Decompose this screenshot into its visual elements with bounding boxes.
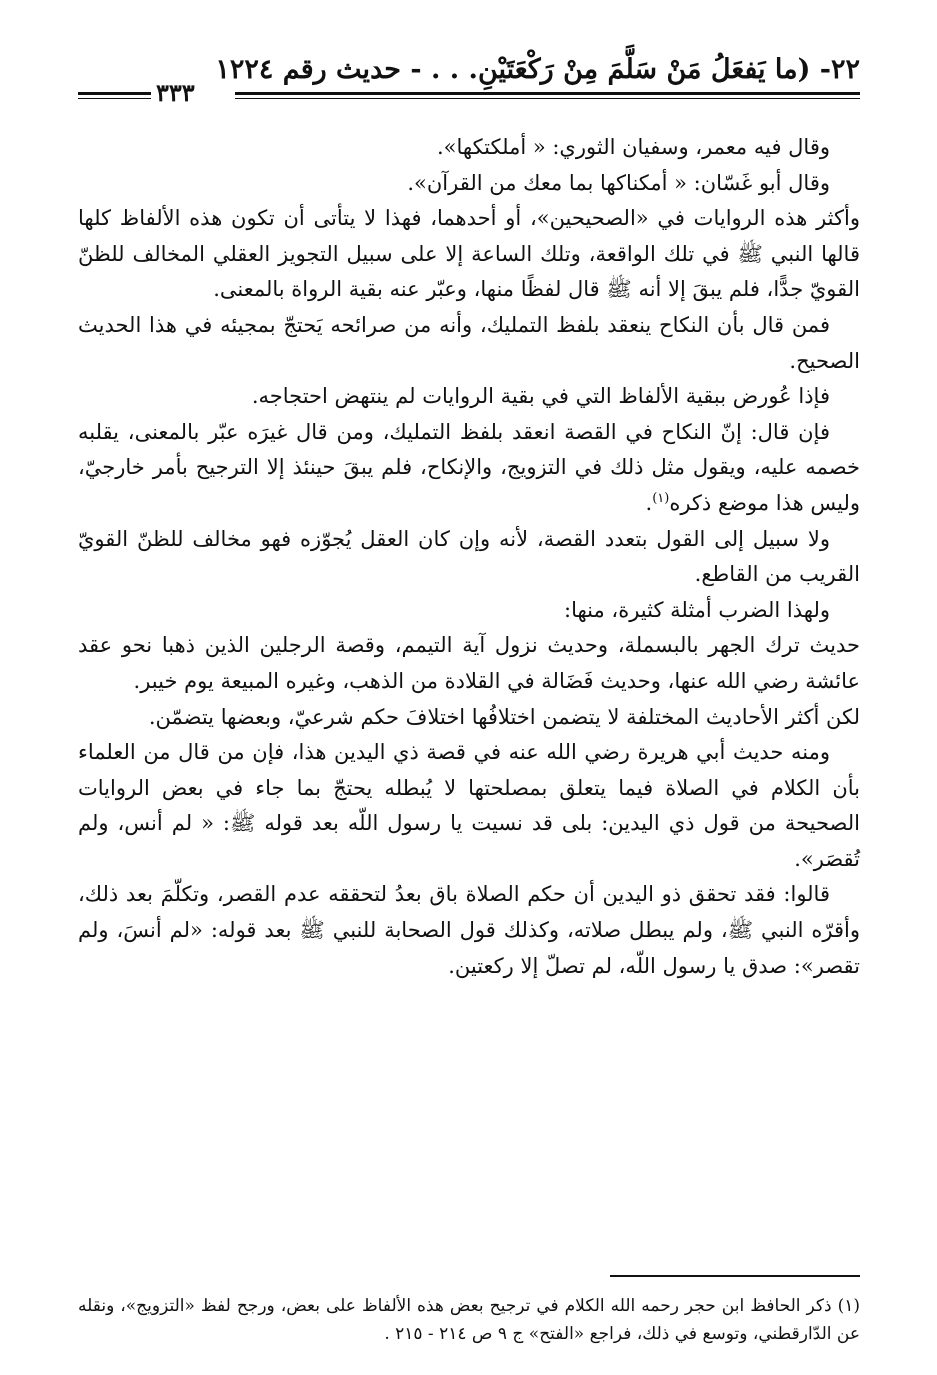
header-rule xyxy=(235,92,860,99)
paragraph: وقال فيه معمر، وسفيان الثوري: « أملكتكها». xyxy=(436,135,830,159)
main-text xyxy=(78,130,860,984)
paragraph: وقال أبو غَسّان: « أمكناكها بما معك من القرآن». xyxy=(407,170,830,195)
paragraph xyxy=(78,415,860,522)
paragraph: فإذا عُورض ببقية الألفاظ التي في بقية الروايات لم ينتهض احتجاجه. xyxy=(251,384,830,409)
footnote: (١) ذكر الحافظ ابن حجر رحمه الله الكلام في ترجيح بعض هذه الألفاظ على بعض، ورجح لفظ «التزويج»، ونقله عن الدّارقطني، وتوسع في ذلك، فراجع «الفتح» ج ٩ ص ٢١٤ - ٢١٥ . xyxy=(78,1296,860,1344)
footnote-ref: (١) xyxy=(652,490,670,506)
paragraph: قالوا: فقد تحقق ذو اليدين أن حكم الصلاة باق بعدُ لتحققه عدم القصر، وتكلّمَ بعد ذلك، وأقرّه النبي ﷺ، ولم يبطل صلاته، وكذلك قول الصحابة للنبي ﷺ بعد قوله: «لم أنسَ، ولم تقصر»: صدق يا رسول اللّه، لم تصلّ إلا ركعتين. xyxy=(78,882,860,978)
page-number: ٣٣٣ xyxy=(156,78,195,107)
running-head: ٢٢- (ما يَفعَلُ مَنْ سَلَّمَ مِنْ رَكْعَتَيْنِ. . . - حديث رقم ١٢٢٤ xyxy=(215,54,860,85)
page-header xyxy=(78,52,860,107)
paragraph: ولهذا الضرب أمثلة كثيرة، منها: xyxy=(564,597,830,622)
paragraph: وأكثر هذه الروايات في «الصحيحين»، أو أحدهما، فهذا لا يتأتى أن تكون هذه الألفاظ كلها قالها النبي ﷺ في تلك الواقعة، وتلك الساعة إلا على سبيل التجويز العقلي المخالف للظنّ القويّ جدًّا، فلم يبقَ إلا أنه ﷺ قال لفظًا منها، وعبّر عنه بقية الرواة بالمعنى. xyxy=(78,206,860,302)
paragraph: حديث ترك الجهر بالبسملة، وحديث نزول آية التيمم، وقصة الرجلين الذين ذهبا نحو عقد عائشة رضي الله عنها، وحديث فَضَالة في القلادة من الذهب، وغيره المبيعة يوم خيبر. xyxy=(78,633,860,693)
page-number-rule xyxy=(78,92,151,99)
paragraph: فمن قال بأن النكاح ينعقد بلفظ التمليك، وأنه من صرائحه يَحتجّ بمجيئه في هذا الحديث الصحيح. xyxy=(78,312,860,373)
paragraph: لكن أكثر الأحاديث المختلفة لا يتضمن اختلافُها اختلافَ حكم شرعيّ، وبعضها يتضمّن. xyxy=(148,704,860,729)
book-page xyxy=(78,52,860,1342)
paragraph-text: فإن قال: إنّ النكاح في القصة انعقد بلفظ التمليك، ومن قال غيرَه عبّر بالمعنى، يقلبه خصمه عليه، ويقول مثل ذلك في التزويج، والإنكاح، فلم يبقَ حينئذ إلا الترجيح بأمر خارجيّ، وليس هذا موضع ذكره xyxy=(78,419,860,515)
paragraph-end: . xyxy=(645,490,653,515)
paragraph: ومنه حديث أبي هريرة رضي الله عنه في قصة ذي اليدين هذا، فإن من قال من العلماء بأن الكلام في الصلاة فيما يتعلق بمصلحتها لا يُبطله يحتجّ بما جاء في بعض الروايات الصحيحة من قول ذي اليدين: بلى قد نسيت يا رسول اللّه بعد قوله ﷺ: « لم أنس، ولم تُقصَر». xyxy=(78,740,860,871)
paragraph: ولا سبيل إلى القول بتعدد القصة، لأنه وإن كان العقل يُجوّزه فهو مخالف للظنّ القويّ القريب من القاطع. xyxy=(78,526,860,587)
footnote-divider xyxy=(610,1275,860,1277)
